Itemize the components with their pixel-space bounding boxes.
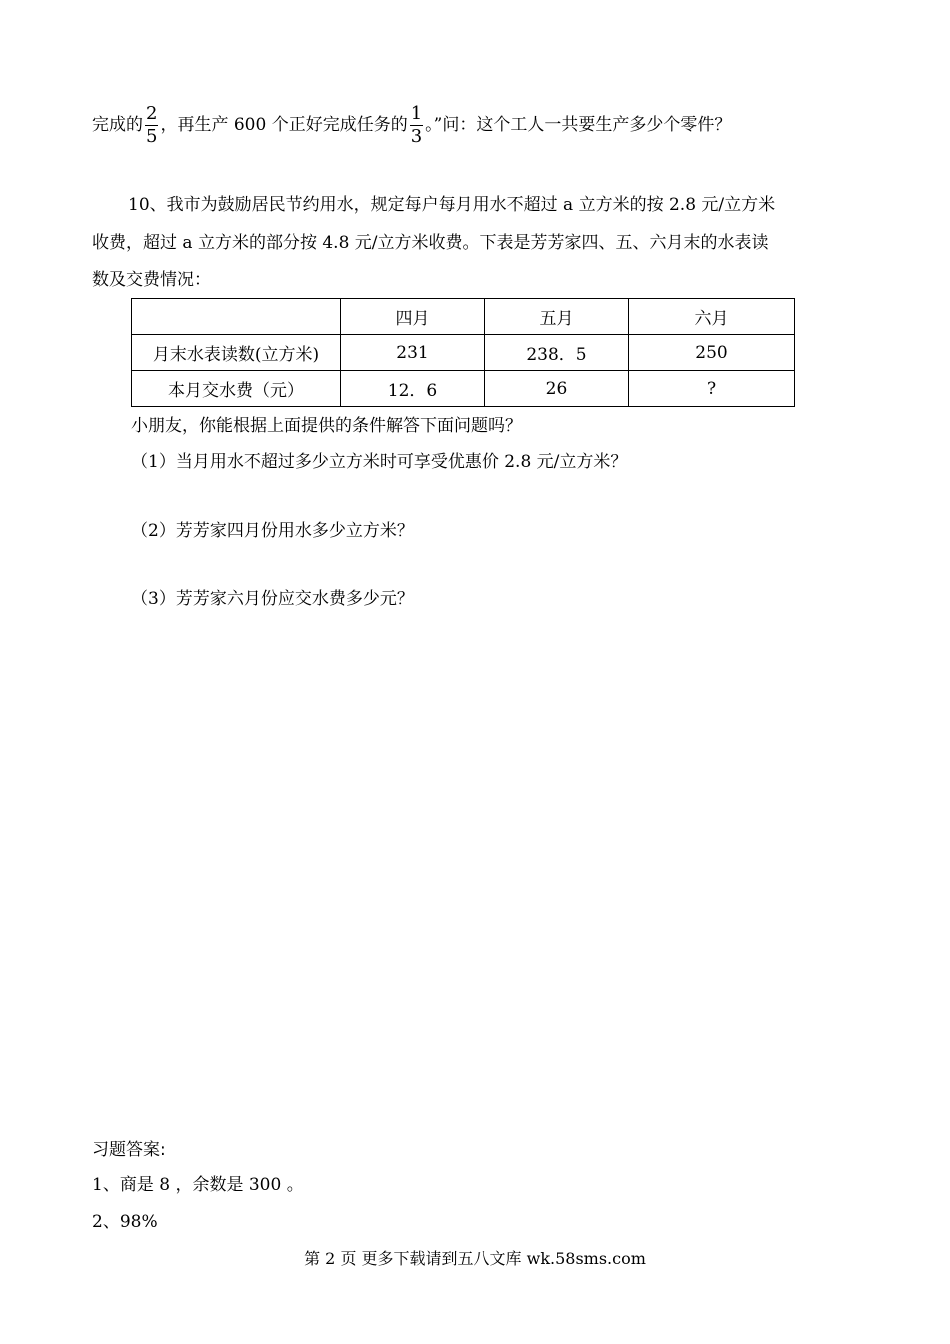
table-cell: ? bbox=[629, 371, 795, 407]
table-cell: 本月交水费（元） bbox=[132, 371, 341, 407]
answer-1: 1、商是 8 ，余数是 300 。 bbox=[92, 1175, 304, 1195]
table-cell: 月末水表读数(立方米) bbox=[132, 335, 341, 371]
fraction-one-third bbox=[410, 103, 423, 148]
fraction-two-fifths bbox=[145, 103, 158, 148]
fraction-denominator: 5 bbox=[146, 126, 158, 147]
table-cell: 231 bbox=[341, 335, 485, 371]
water-bill-table bbox=[131, 298, 795, 407]
fraction-numerator: 1 bbox=[410, 103, 423, 124]
answers-title: 习题答案: bbox=[92, 1140, 166, 1160]
fraction-denominator: 3 bbox=[410, 126, 423, 147]
table-cell: 250 bbox=[629, 335, 795, 371]
page-footer: 第 2 页 更多下载请到五八文库 wk.58sms.com bbox=[304, 1249, 646, 1268]
q10-line-1: 10、我市为鼓励居民节约用水，规定每户每月用水不超过 a 立方米的按 2.8 元/立方米 bbox=[128, 195, 776, 215]
q10-subquestion-1: （1）当月用水不超过多少立方米时可享受优惠价 2.8 元/立方米？ bbox=[131, 452, 628, 472]
table-row bbox=[132, 371, 795, 407]
q10-line-2: 收费，超过 a 立方米的部分按 4.8 元/立方米收费。下表是芳芳家四、五、六月末的水表读 bbox=[92, 233, 769, 253]
table-row bbox=[132, 335, 795, 371]
table-header-cell: 六月 bbox=[629, 299, 795, 335]
q10-line-3: 数及交费情况： bbox=[92, 270, 211, 290]
q9-text-middle: ，再生产 600 个正好完成任务的 bbox=[160, 115, 408, 135]
q9-continuation bbox=[92, 98, 731, 152]
q10-prompt: 小朋友，你能根据上面提供的条件解答下面问题吗？ bbox=[131, 416, 522, 436]
q10-subquestion-2: （2）芳芳家四月份用水多少立方米？ bbox=[131, 521, 414, 541]
table-header-cell bbox=[132, 299, 341, 335]
answer-2: 2、98% bbox=[92, 1212, 158, 1232]
table-cell: 26 bbox=[485, 371, 629, 407]
q10-subquestion-3: （3）芳芳家六月份应交水费多少元？ bbox=[131, 589, 414, 609]
table-cell: 12．6 bbox=[341, 371, 485, 407]
q9-text-before: 完成的 bbox=[92, 115, 143, 135]
table-header-row bbox=[132, 299, 795, 335]
q9-text-after: 。”问：这个工人一共要生产多少个零件？ bbox=[425, 115, 732, 135]
table-cell: 238．5 bbox=[485, 335, 629, 371]
table-header-cell: 四月 bbox=[341, 299, 485, 335]
fraction-numerator: 2 bbox=[146, 103, 158, 124]
table-header-cell: 五月 bbox=[485, 299, 629, 335]
